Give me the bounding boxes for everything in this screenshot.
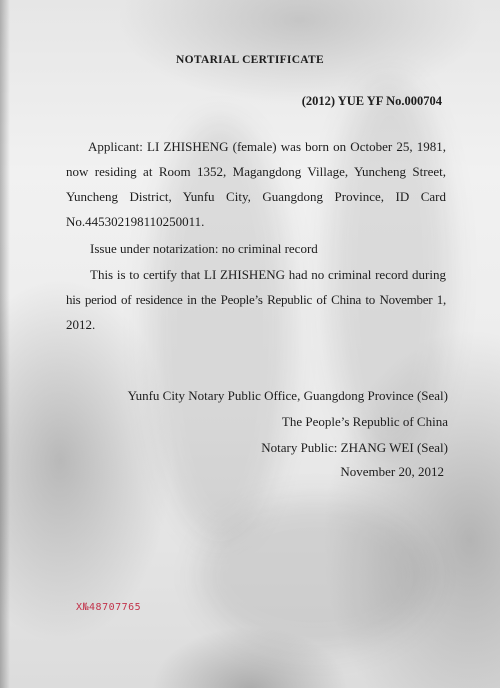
certify-line: his period of residence in the People’s Republic of China to November 1, — [66, 292, 446, 307]
shadow-overlay — [200, 500, 430, 650]
certificate-title: NOTARIAL CERTIFICATE — [176, 54, 324, 66]
issue-text: Issue under notarization: no criminal record — [90, 241, 318, 256]
issue-line — [66, 236, 446, 261]
applicant-line: No.445302198110250011. — [66, 214, 205, 229]
applicant-line: Applicant: LI ZHISHENG (female) was born on October 25, 1981, — [88, 139, 446, 154]
page-edge-shadow — [0, 0, 10, 688]
certificate-number: (2012) YUE YF No.000704 — [301, 94, 442, 108]
certify-line: This is to certify that LI ZHISHENG had no criminal record during — [90, 267, 446, 282]
certificate-date: November 20, 2012 — [340, 464, 444, 479]
certify-line: 2012. — [66, 317, 96, 332]
applicant-line: now residing at Room 1352, Magangdong Village, Yuncheng Street, — [66, 164, 446, 179]
country-name: The People’s Republic of China — [281, 414, 448, 429]
applicant-line: Yuncheng District, Yunfu City, Guangdong Province, ID Card — [66, 189, 446, 204]
notary-public: Notary Public: ZHANG WEI (Seal) — [261, 440, 448, 455]
applicant-paragraph — [66, 134, 446, 234]
notary-office: Yunfu City Notary Public Office, Guangdong Province (Seal) — [127, 388, 448, 403]
certify-paragraph — [66, 262, 446, 337]
serial-number: X№48707765 — [76, 602, 142, 613]
